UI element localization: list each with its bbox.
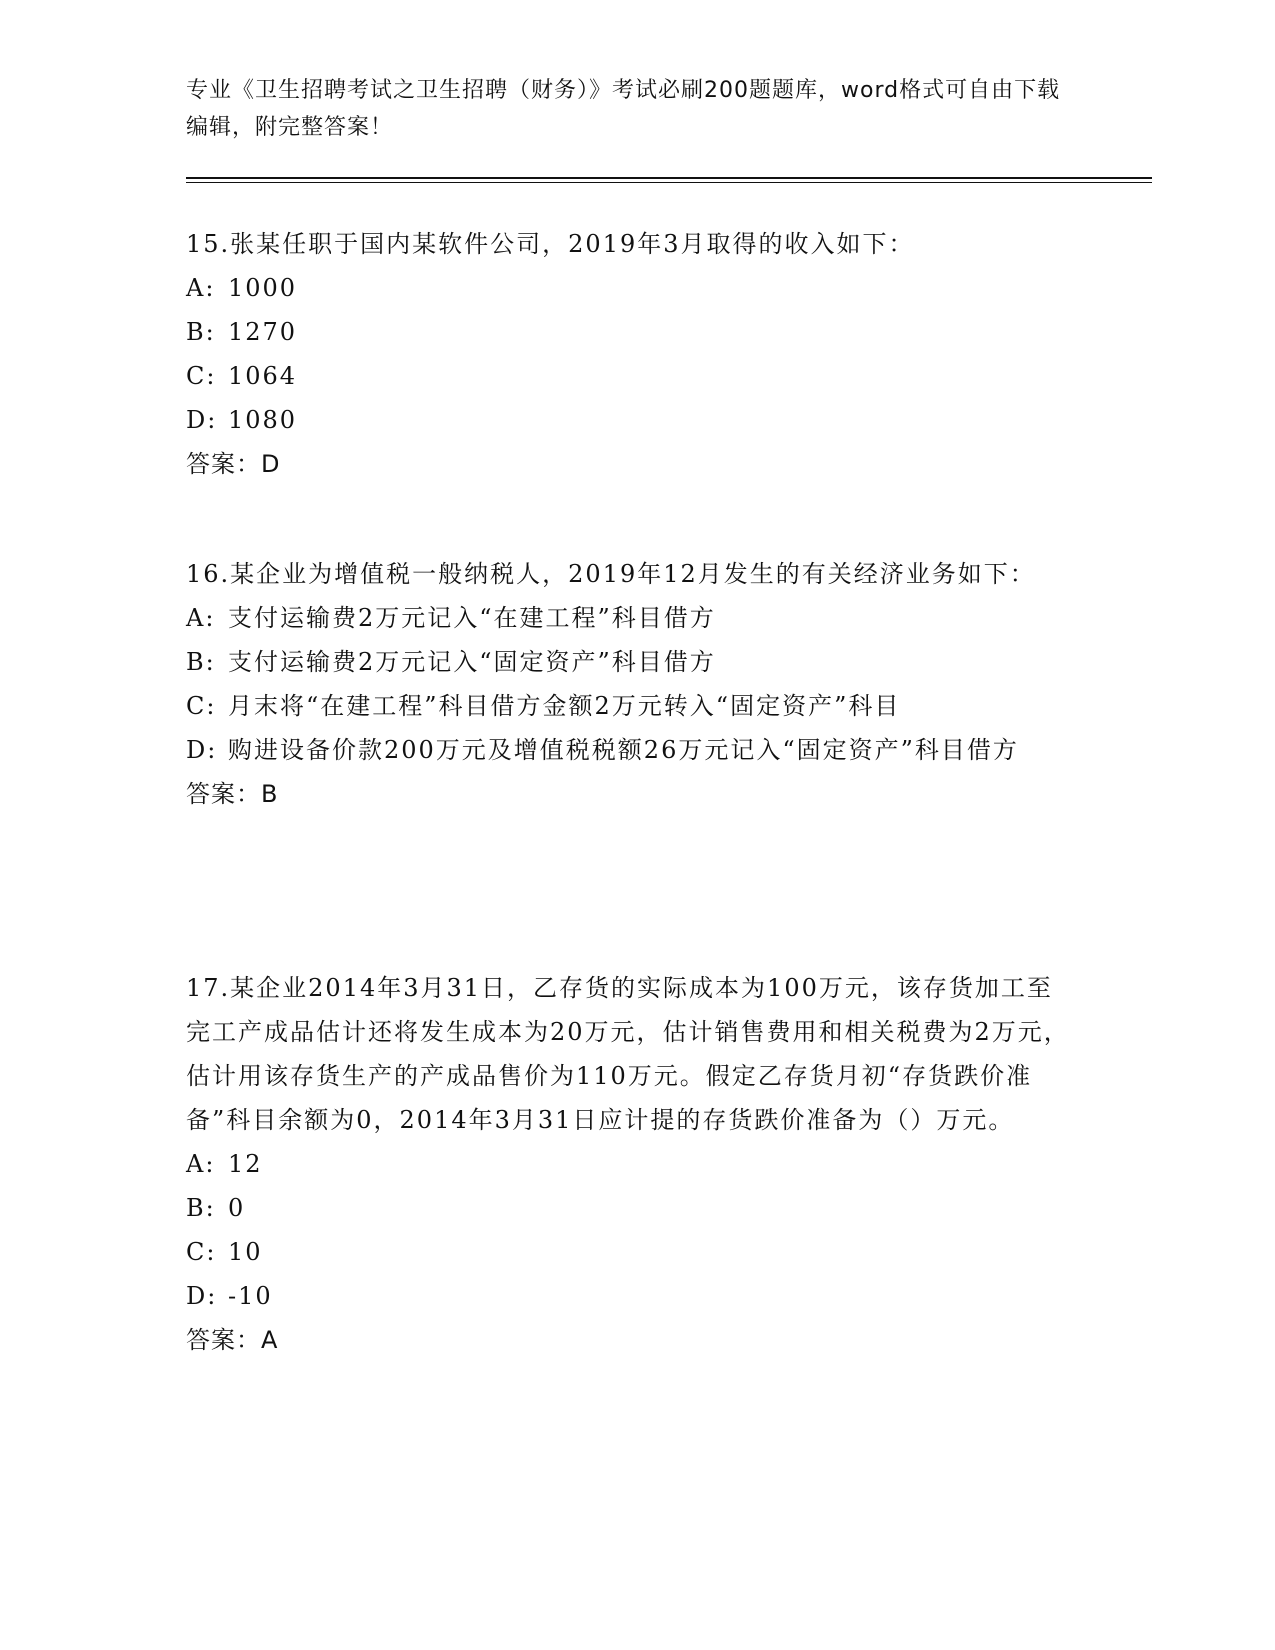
- option-a: [186, 1142, 1076, 1186]
- option-text: 支付运输费2万元记入“固定资产”科目借方: [228, 648, 716, 676]
- header-divider-thin: [186, 182, 1152, 183]
- question-stem: 16.某企业为增值税一般纳税人，2019年12月发生的有关经济业务如下：: [186, 560, 1036, 588]
- option-text: 月末将“在建工程”科目借方金额2万元转入“固定资产”科目: [228, 692, 901, 720]
- answer-line: 答案：D: [186, 450, 281, 478]
- option-b: [186, 1186, 1076, 1230]
- option-text: 10: [228, 1238, 263, 1266]
- question-16: [186, 552, 1076, 816]
- option-text: 12: [228, 1150, 263, 1178]
- option-key: B:: [186, 318, 216, 346]
- question-17: [186, 966, 1076, 1362]
- question-stem: 17.某企业2014年3月31日，乙存货的实际成本为100万元，该存货加工至完工产成品估计还将发生成本为20万元，估计销售费用和相关税费为2万元，估计用该存货生产的产成品售价为110万元。假定乙存货月初“存货跌价准备”科目余额为0，2014年3月31日应计提的存货跌价准备为（）万元。: [186, 974, 1070, 1134]
- option-key: D:: [186, 1282, 218, 1310]
- option-key: B:: [186, 648, 216, 676]
- answer-line: 答案：B: [186, 780, 279, 808]
- header-divider-thick: [186, 177, 1152, 179]
- option-text: -10: [228, 1282, 273, 1310]
- option-c: [186, 354, 1076, 398]
- option-key: C:: [186, 1238, 217, 1266]
- question-15: [186, 222, 1076, 486]
- option-b: [186, 640, 1076, 684]
- option-key: D:: [186, 406, 218, 434]
- option-key: D:: [186, 736, 218, 764]
- option-a: [186, 596, 1076, 640]
- option-key: B:: [186, 1194, 216, 1222]
- option-key: A:: [186, 274, 216, 302]
- option-key: A:: [186, 1150, 216, 1178]
- document-header: 专业《卫生招聘考试之卫生招聘（财务）》考试必刷200题题库，word格式可自由下载编辑，附完整答案！: [186, 78, 1061, 140]
- option-c: [186, 684, 1076, 728]
- option-text: 1080: [228, 406, 298, 434]
- question-stem: 15.张某任职于国内某软件公司，2019年3月取得的收入如下：: [186, 230, 915, 258]
- option-d: [186, 398, 1076, 442]
- option-key: C:: [186, 362, 217, 390]
- option-key: A:: [186, 604, 216, 632]
- option-b: [186, 310, 1076, 354]
- option-key: C:: [186, 692, 217, 720]
- option-d: [186, 1274, 1076, 1318]
- option-text: 1064: [228, 362, 298, 390]
- option-text: 1000: [228, 274, 298, 302]
- option-text: 购进设备价款200万元及增值税税额26万元记入“固定资产”科目借方: [228, 736, 1019, 764]
- answer-line: 答案：A: [186, 1326, 279, 1354]
- option-text: 支付运输费2万元记入“在建工程”科目借方: [228, 604, 716, 632]
- option-text: 1270: [228, 318, 298, 346]
- option-d: [186, 728, 1076, 772]
- option-c: [186, 1230, 1076, 1274]
- option-text: 0: [228, 1194, 246, 1222]
- option-a: [186, 266, 1076, 310]
